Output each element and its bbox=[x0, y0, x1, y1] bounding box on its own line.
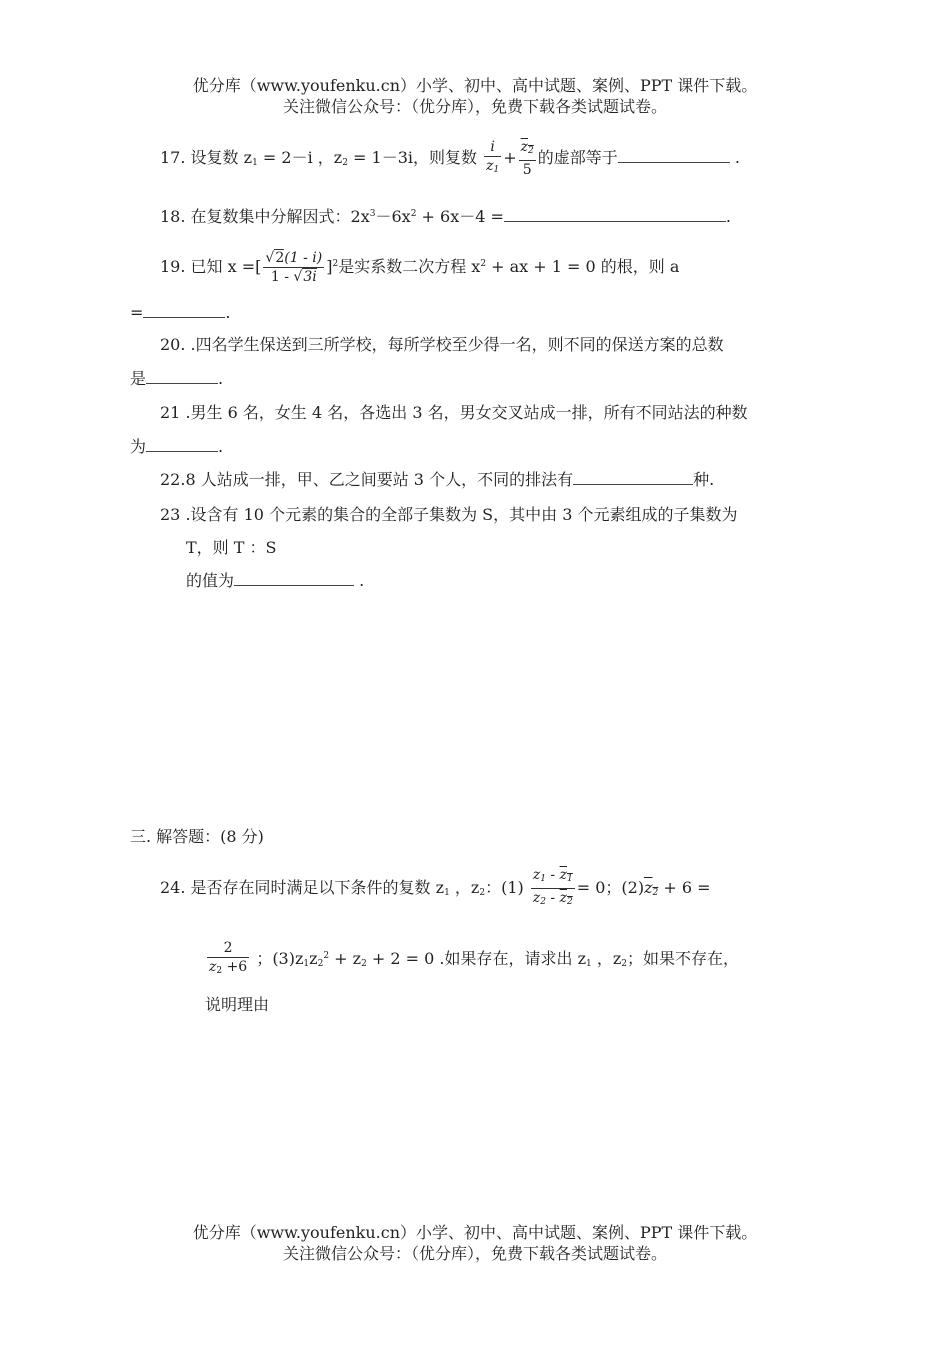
q21-answer-blank[interactable] bbox=[146, 437, 218, 452]
q23-line-2: T，则 T ：S bbox=[186, 538, 277, 557]
q19-answer-blank[interactable] bbox=[143, 303, 225, 318]
q19-continuation: = . bbox=[130, 303, 231, 322]
question-22: 22.8 人站成一排，甲、乙之间要站 3 个人，不同的排法有 种. bbox=[160, 470, 715, 489]
q17-answer-blank[interactable] bbox=[618, 148, 730, 163]
q24-line-1: 24. 是否存在同时满足以下条件的复数 $z_1$ ，$z_2$：(1) $\frac{z_1 - z_1}{z_2 - z_2}$ = 0；$(2)z_2 + 6$ = bbox=[160, 862, 711, 919]
q19-fraction: $\frac{√2(1 - i)}{1 - √3i}$ bbox=[265, 250, 323, 285]
q24-number: 24. bbox=[160, 878, 186, 897]
q24-condition-1-fraction: $\frac{z_1 - z_1}{z_2 - z_2}$ bbox=[532, 867, 573, 907]
q21-line-2: 为 . bbox=[130, 437, 224, 456]
q24-line-3: 说明理由 bbox=[205, 995, 270, 1014]
q20-line-2: 是 . bbox=[130, 369, 224, 388]
q23-line-1: 23 .设含有 10 个元素的集合的全部子集数为 S，其中由 3 个元素组成的子集数为 bbox=[160, 505, 738, 524]
q20-line-1: 20. .四名学生保送到三所学校，每所学校至少得一名，则不同的保送方案的总数 bbox=[160, 335, 724, 354]
q19-number: 19. bbox=[160, 257, 186, 276]
q17-fraction-2: $\frac{z_2}{5}$ bbox=[520, 139, 534, 178]
footer-line-2: 关注微信公众号：（优分库），免费下载各类试题试卷。 bbox=[282, 1244, 667, 1263]
header-line-2: 关注微信公众号：（优分库），免费下载各类试题试卷。 bbox=[282, 97, 667, 116]
q23-answer-blank[interactable] bbox=[234, 571, 354, 586]
q18-answer-blank[interactable] bbox=[504, 207, 726, 222]
q23-line-3: 的值为 . bbox=[186, 571, 365, 590]
question-17: 17. 设复数 $z_1 = 2-i$ ，$z_2 = 1-3i$，则复数 $\frac{i}{z_1}$ + $\frac{z_2}{5}$ 的虚部等于 . bbox=[160, 139, 740, 178]
q24-line-2: $\frac{2}{z_2 +6}$ ；$(3)z_1z_2^2 + z_2 + 2 = 0$ .如果存在，请求出 $z_1$ ，$z_2$；如果不存在， bbox=[205, 930, 739, 990]
q22-answer-blank[interactable] bbox=[573, 470, 693, 485]
question-18: 18. 在复数集中分解因式：$2x^3-6x^2 + 6x-4$ = . bbox=[160, 207, 732, 226]
section-3-title: 三. 解答题：(8 分) bbox=[130, 827, 264, 846]
q20-answer-blank[interactable] bbox=[146, 369, 218, 384]
q18-number: 18. bbox=[160, 207, 186, 226]
question-19: 19. 已知 x =[ $\frac{√2(1 - i)}{1 - √3i}$ ]$^2$是实系数二次方程 $x^2$ + ax + 1 = 0 的根，则 a bbox=[160, 250, 680, 285]
footer-line-1: 优分库（www.youfenku.cn）小学、初中、高中试题、案例、PPT 课件下载。 bbox=[192, 1223, 758, 1242]
q17-number: 17. bbox=[160, 148, 186, 167]
q21-line-1: 21 .男生 6 名，女生 4 名，各选出 3 名，男女交叉站成一排，所有不同站法的种数 bbox=[160, 403, 748, 422]
q17-fraction-1: $\frac{i}{z_1}$ bbox=[486, 139, 500, 175]
q24-condition-2-fraction: $\frac{2}{z_2 +6}$ bbox=[209, 940, 248, 976]
header-line-1: 优分库（www.youfenku.cn）小学、初中、高中试题、案例、PPT 课件下载。 bbox=[192, 76, 758, 95]
